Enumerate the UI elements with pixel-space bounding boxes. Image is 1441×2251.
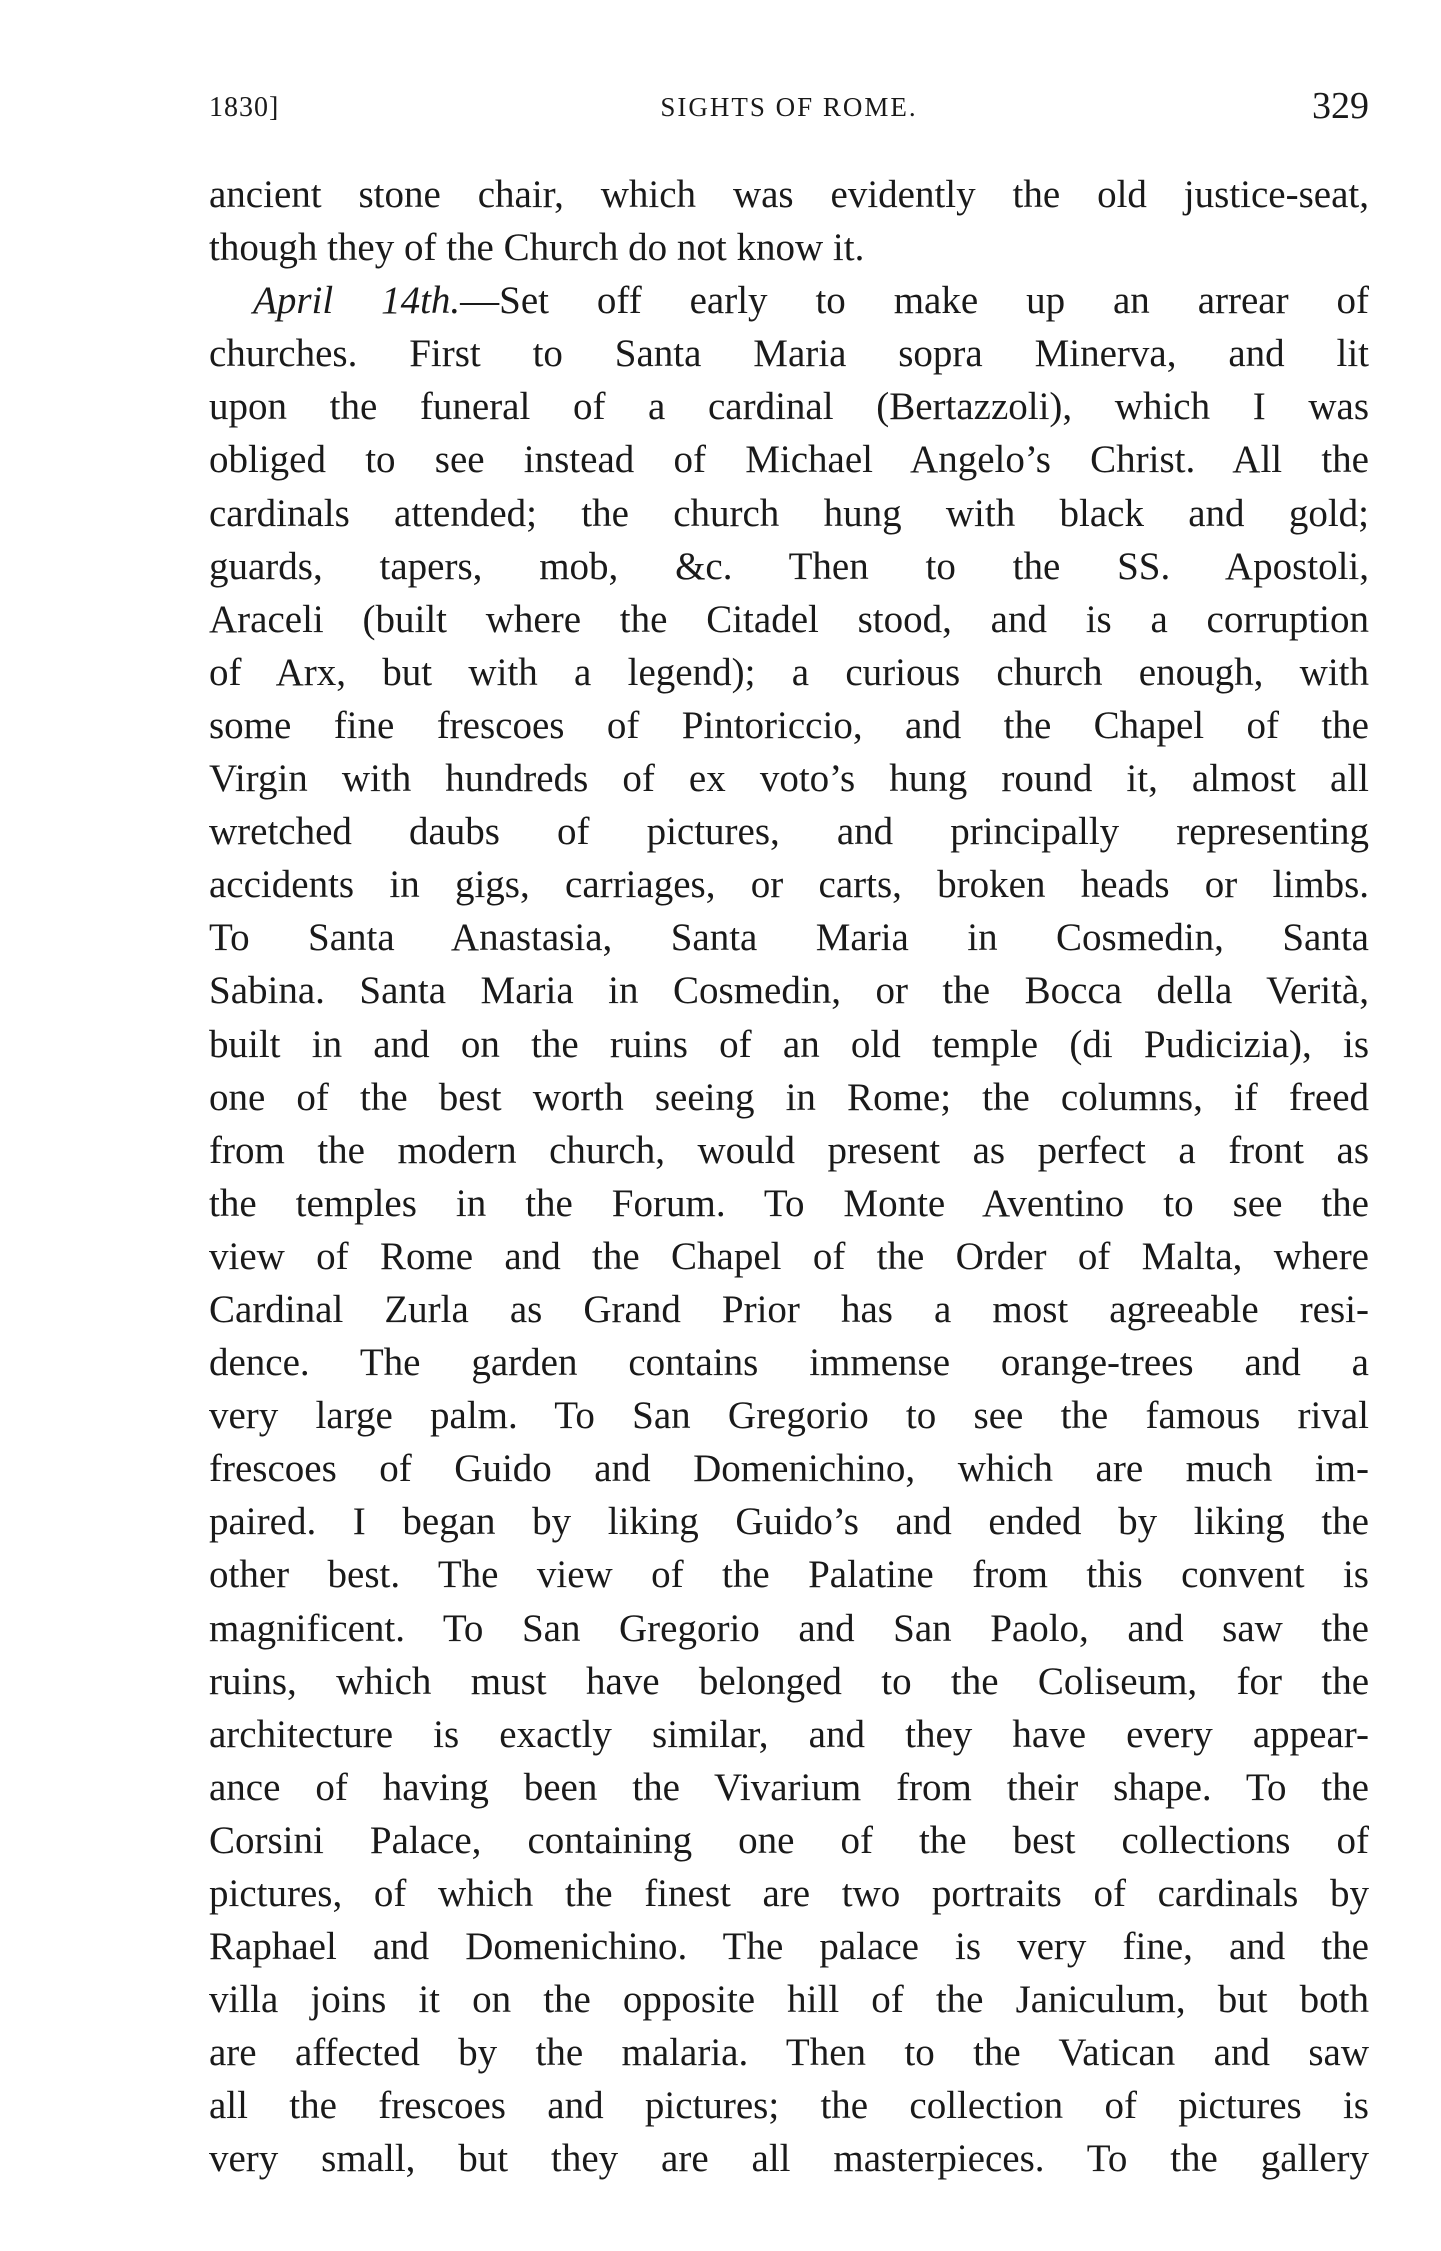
text-line: though they of the Church do not know it. [209,226,865,270]
text-line: cardinals attended; the church hung with black and gold; [209,491,1369,535]
text-line: wretched daubs of pictures, and principally representing [209,810,1369,854]
text-line: built in and on the ruins of an old temple (di Pudicizia), is [209,1022,1369,1066]
text-line: frescoes of Guido and Domenichino, which are much im- [209,1447,1369,1491]
text-line: magnificent. To San Gregorio and San Paolo, and saw the [209,1606,1369,1650]
text-line: some fine frescoes of Pintoriccio, and the Chapel of the [209,703,1369,747]
text-line: Cardinal Zurla as Grand Prior has a most agreeable resi- [209,1287,1369,1331]
text-line: ance of having been the Vivarium from their shape. To the [209,1765,1369,1809]
text-line: Corsini Palace, containing one of the best collections of [209,1818,1369,1862]
text-line: Raphael and Domenichino. The palace is very fine, and the [209,1925,1369,1969]
text-line: are affected by the malaria. Then to the Vatican and saw [209,2031,1369,2075]
text-line: the temples in the Forum. To Monte Aventino to see the [209,1181,1369,1225]
header-title: SIGHTS OF ROME. [660,92,918,122]
running-header [209,84,1369,134]
text-line: Virgin with hundreds of ex voto’s hung round it, almost all [209,757,1369,801]
text-line: To Santa Anastasia, Santa Maria in Cosmedin, Santa [209,916,1369,960]
text-line: accidents in gigs, carriages, or carts, broken heads or limbs. [209,863,1369,907]
text-line: Araceli (built where the Citadel stood, and is a corruption [209,597,1369,641]
text-line: villa joins it on the opposite hill of the Janiculum, but both [209,1978,1369,2022]
text-line: guards, tapers, mob, &c. Then to the SS. Apostoli, [209,544,1369,588]
text-line-content: —Set off early to make up an arrear of [460,279,1369,323]
text-line: paired. I began by liking Guido’s and ended by liking the [209,1500,1369,1544]
text-line [209,274,1369,327]
text-line: churches. First to Santa Maria sopra Minerva, and lit [209,332,1369,376]
body-text [209,168,1369,2186]
text-line: from the modern church, would present as perfect a front as [209,1128,1369,1172]
text-line: all the frescoes and pictures; the collection of pictures is [209,2084,1369,2128]
text-line: ruins, which must have belonged to the Coliseum, for the [209,1659,1369,1703]
text-line: one of the best worth seeing in Rome; the columns, if freed [209,1075,1369,1119]
text-line: pictures, of which the finest are two portraits of cardinals by [209,1872,1369,1915]
entry-date: April 14th. [253,279,461,323]
text-line: view of Rome and the Chapel of the Order of Malta, where [209,1234,1369,1278]
text-line: upon the funeral of a cardinal (Bertazzoli), which I was [209,385,1369,429]
text-line: of Arx, but with a legend); a curious church enough, with [209,650,1369,694]
text-line: architecture is exactly similar, and they have every appear- [209,1712,1369,1756]
header-year: 1830] [209,92,280,123]
text-line: very large palm. To San Gregorio to see the famous rival [209,1394,1369,1438]
text-line: dence. The garden contains immense orange-trees and a [209,1341,1369,1385]
text-line: ancient stone chair, which was evidently the old justice-seat, [209,173,1369,216]
text-line: obliged to see instead of Michael Angelo’s Christ. All the [209,438,1369,482]
text-line: very small, but they are all masterpieces. To the gallery [209,2137,1369,2181]
text-line: Sabina. Santa Maria in Cosmedin, or the Bocca della Verità, [209,969,1369,1013]
text-line: other best. The view of the Palatine from this convent is [209,1553,1369,1597]
page-number: 329 [1312,85,1369,127]
